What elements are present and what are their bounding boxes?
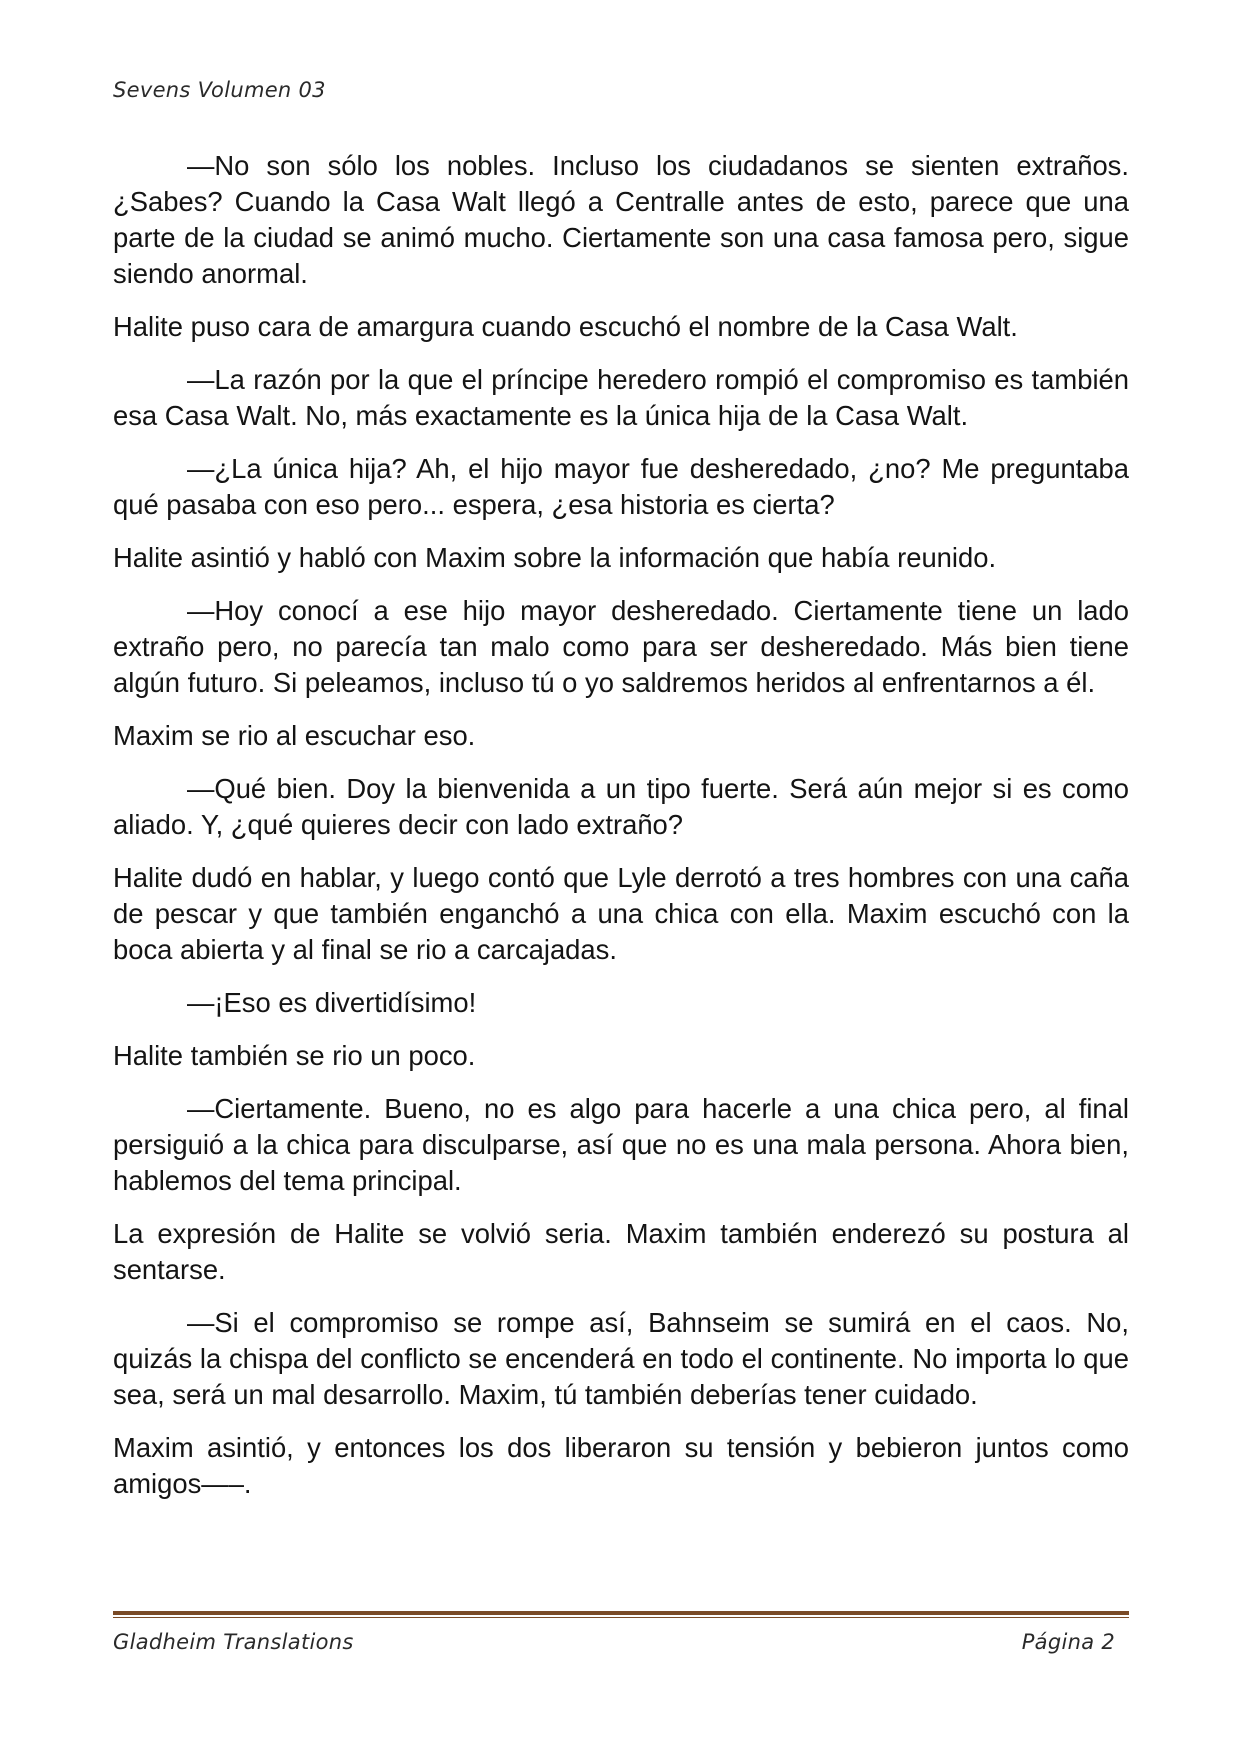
paragraph: La expresión de Halite se volvió seria. Maxim también enderezó su postura al sentarse. [113, 1218, 1129, 1285]
paragraph: —¡Eso es divertidísimo! [187, 987, 477, 1018]
paragraph: —Hoy conocí a ese hijo mayor desheredado. Ciertamente tiene un lado extraño pero, no parecía tan malo como para ser desheredado. Más bien tiene algún futuro. Si peleamos, incluso tú o yo saldremos heridos al enfrentarnos a él. [113, 595, 1129, 698]
paragraph: Halite asintió y habló con Maxim sobre la información que había reunido. [113, 542, 997, 573]
footer-publisher: Gladheim Translations [113, 1630, 354, 1654]
footer-rule-thick [113, 1611, 1129, 1615]
paragraph: Maxim se rio al escuchar eso. [113, 720, 476, 751]
paragraph: —No son sólo los nobles. Incluso los ciudadanos se sienten extraños. ¿Sabes? Cuando la Casa Walt llegó a Centralle antes de esto, parece que una parte de la ciudad se animó mucho. Ciertamente son una casa famosa pero, sigue siendo anormal. [113, 150, 1129, 289]
paragraph: Halite dudó en hablar, y luego contó que Lyle derrotó a tres hombres con una caña de pescar y que también enganchó a una chica con ella. Maxim escuchó con la boca abierta y al final se rio a carcajadas. [113, 862, 1129, 965]
body-text [113, 148, 1129, 1519]
paragraph: Maxim asintió, y entonces los dos liberaron su tensión y bebieron juntos como amigos—–. [113, 1432, 1129, 1499]
footer-rule [113, 1611, 1129, 1619]
paragraph: —Si el compromiso se rompe así, Bahnseim se sumirá en el caos. No, quizás la chispa del conflicto se encenderá en todo el continente. No importa lo que sea, será un mal desarrollo. Maxim, tú también deberías tener cuidado. [113, 1307, 1129, 1410]
paragraph: —Qué bien. Doy la bienvenida a un tipo fuerte. Será aún mejor si es como aliado. Y, ¿qué quieres decir con lado extraño? [113, 773, 1129, 840]
paragraph: —La razón por la que el príncipe heredero rompió el compromiso es también esa Casa Walt. No, más exactamente es la única hija de la Casa Walt. [113, 364, 1129, 431]
paragraph: Halite también se rio un poco. [113, 1040, 476, 1071]
paragraph: —¿La única hija? Ah, el hijo mayor fue desheredado, ¿no? Me preguntaba qué pasaba con eso pero... espera, ¿esa historia es cierta? [113, 453, 1129, 520]
footer-rule-thin [113, 1617, 1129, 1618]
paragraph: Halite puso cara de amargura cuando escuchó el nombre de la Casa Walt. [113, 311, 1018, 342]
page-number: Página 2 [1021, 1630, 1115, 1654]
paragraph: —Ciertamente. Bueno, no es algo para hacerle a una chica pero, al final persiguió a la chica para disculparse, así que no es una mala persona. Ahora bien, hablemos del tema principal. [113, 1093, 1129, 1196]
header-title: Sevens Volumen 03 [113, 78, 326, 102]
